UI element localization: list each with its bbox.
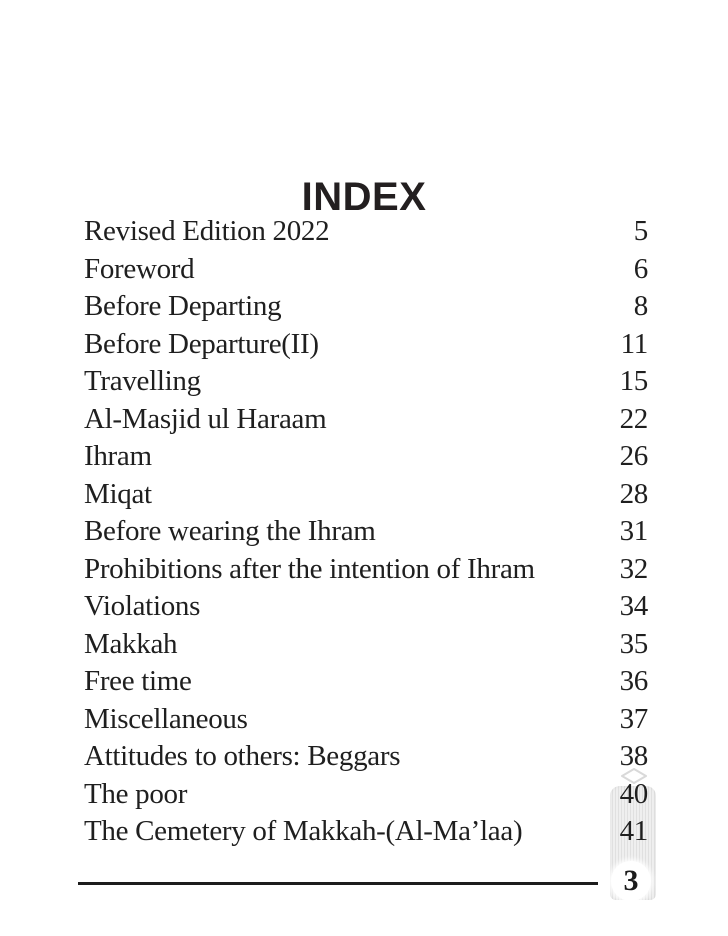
- toc-row: [84, 438, 648, 476]
- toc-entry-label: Prohibitions after the intention of Ihram: [84, 552, 535, 585]
- toc-entry-label: The poor: [84, 777, 188, 810]
- toc-entry-label: Before Departing: [84, 290, 282, 323]
- toc-row: [84, 813, 648, 851]
- toc-row: [84, 363, 648, 401]
- toc-entry-page: 28: [619, 477, 648, 510]
- toc-entry-label: Miscellaneous: [84, 702, 248, 735]
- page-number: 3: [623, 864, 639, 897]
- toc-row: [84, 701, 648, 739]
- toc-entry-page: 6: [633, 252, 648, 285]
- toc-entry-page: 36: [619, 665, 648, 698]
- toc-entry-page: 38: [619, 740, 648, 773]
- toc-entry-label: Free time: [84, 665, 192, 698]
- page-title: INDEX: [301, 174, 427, 219]
- toc-entry-page: 34: [619, 590, 648, 623]
- toc-row: [84, 626, 648, 664]
- toc-row: [84, 513, 648, 551]
- toc-entry-label: Foreword: [84, 252, 195, 285]
- toc-entry-page: 37: [619, 702, 648, 735]
- toc-row: [84, 663, 648, 701]
- toc-row: [84, 551, 648, 589]
- toc-entry-label: Travelling: [84, 365, 201, 398]
- toc-row: [84, 401, 648, 439]
- toc-entry-page: 15: [619, 365, 648, 398]
- toc-entry-label: Revised Edition 2022: [84, 215, 330, 247]
- toc-row: [84, 288, 648, 326]
- toc-entry-label: Violations: [84, 590, 201, 623]
- footer-rule: [78, 882, 598, 885]
- toc-entry-label: Attitudes to others: Beggars: [84, 740, 401, 773]
- toc-entry-page: 41: [619, 815, 648, 848]
- toc-entry-page: 11: [620, 327, 648, 360]
- toc-row: [84, 251, 648, 289]
- toc-entry-label: Makkah: [84, 627, 178, 660]
- toc-entry-page: 32: [619, 552, 648, 585]
- toc-entry-label: Ihram: [84, 440, 152, 473]
- toc-entry-label: Before wearing the Ihram: [84, 515, 376, 548]
- toc-entry-label: Al-Masjid ul Haraam: [84, 402, 327, 435]
- toc-row: [84, 213, 648, 251]
- toc-entry-page: 8: [633, 290, 648, 323]
- toc-entry-label: The Cemetery of Makkah-(Al-Ma’laa): [84, 815, 523, 848]
- toc-row: [84, 476, 648, 514]
- toc-row: [84, 738, 648, 776]
- page-number-badge: [611, 861, 651, 901]
- toc-entry-page: 35: [619, 627, 648, 660]
- toc-entry-page: 5: [633, 215, 648, 247]
- toc-entry-page: 22: [619, 402, 648, 435]
- toc-row: [84, 776, 648, 814]
- toc-entry-page: 26: [619, 440, 648, 473]
- toc-row: [84, 326, 648, 364]
- toc-entry-page: 40: [619, 777, 648, 810]
- toc-entry-page: 31: [619, 515, 648, 548]
- toc-entry-label: Before Departure(II): [84, 327, 319, 360]
- toc-row: [84, 588, 648, 626]
- toc-entry-label: Miqat: [84, 477, 152, 510]
- toc-list: [84, 213, 648, 851]
